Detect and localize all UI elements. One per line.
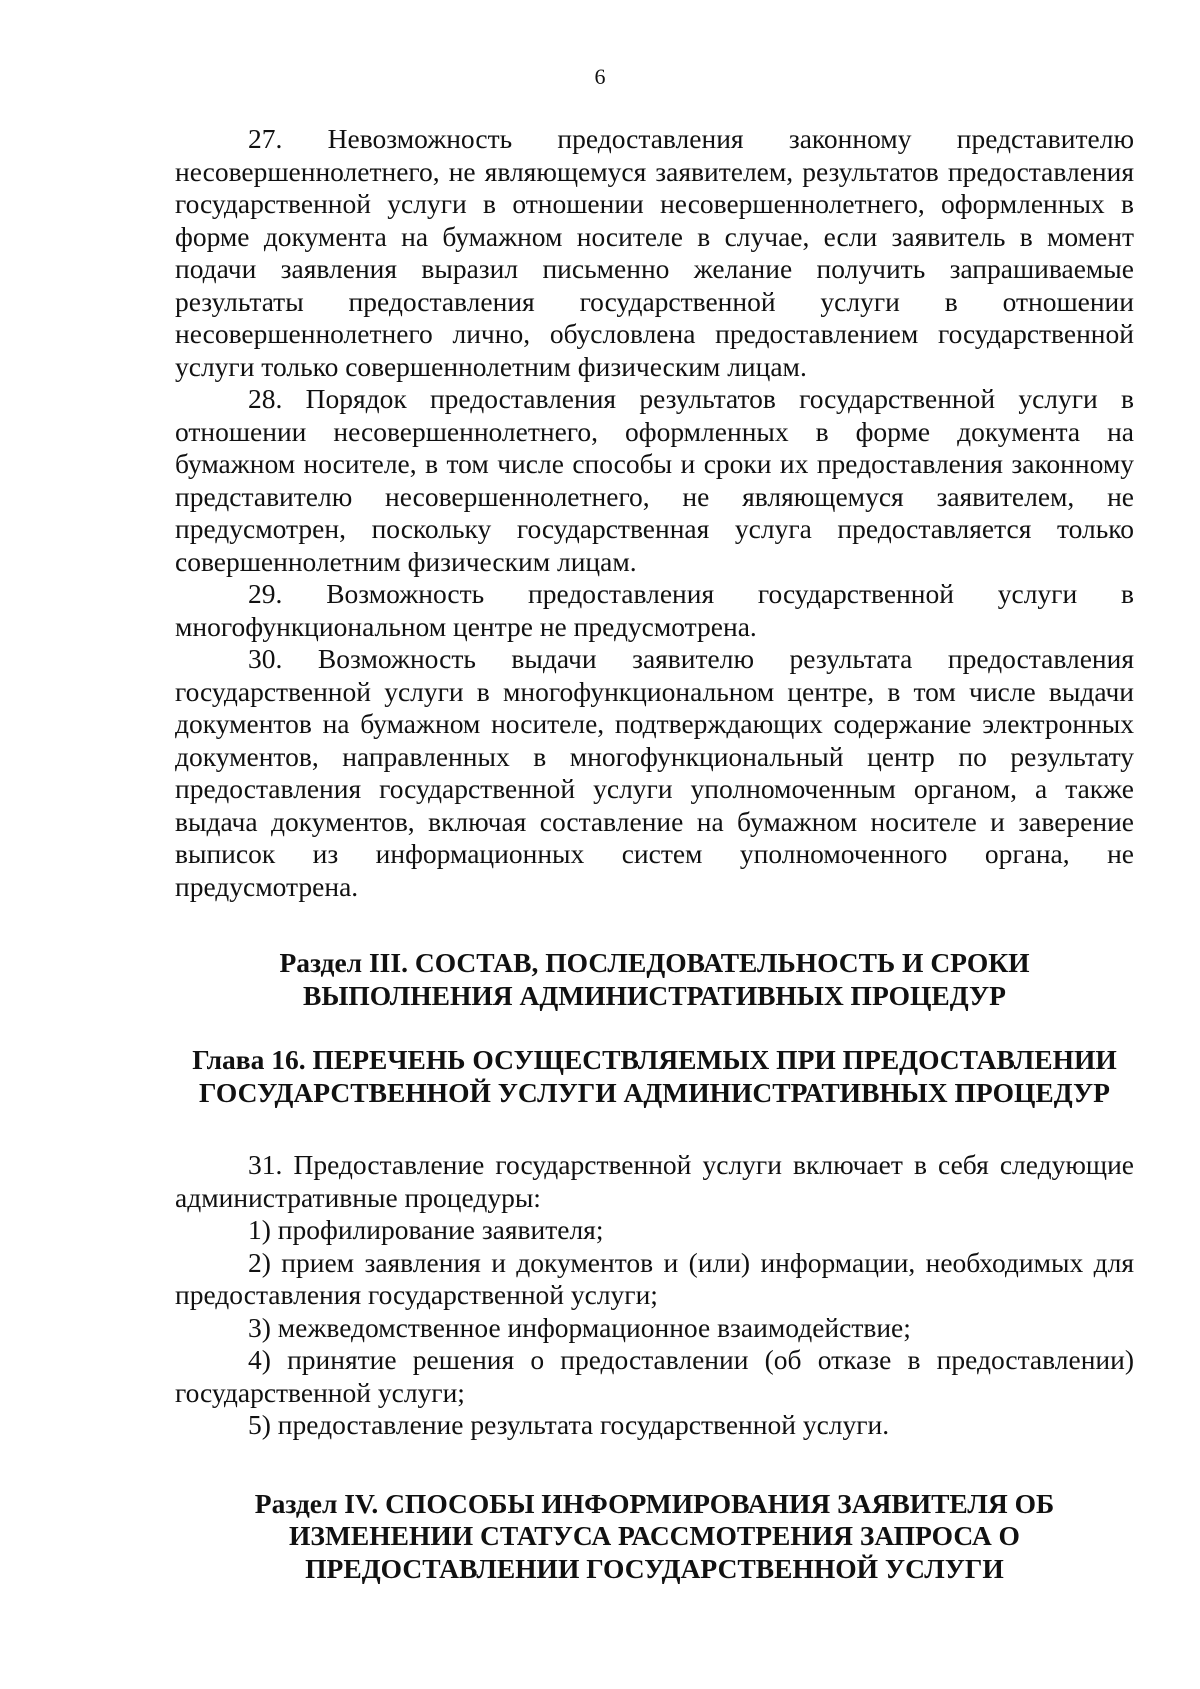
paragraph-29: 29. Возможность предоставления государственной услуги в многофункциональном центре не предусмотрена. bbox=[175, 578, 1134, 642]
procedure-item-5: 5) предоставление результата государственной услуги. bbox=[248, 1409, 890, 1440]
procedure-item-1: 1) профилирование заявителя; bbox=[248, 1214, 604, 1245]
paragraph-30: 30. Возможность выдачи заявителю результата предоставления государственной услуги в многофункциональном центре, в том числе выдачи документов на бумажном носителе, подтверждающих содержание электронных документов, направленных в многофункциональный центр по результату предоставления государственной услуги уполномоченным органом, а также выдача документов, включая составление на бумажном носителе и заверение выписок из информационных систем уполномоченного органа, не предусмотрена. bbox=[175, 643, 1134, 902]
section-3-heading bbox=[175, 947, 1134, 1012]
section-3-heading-line-2: ВЫПОЛНЕНИЯ АДМИНИСТРАТИВНЫХ ПРОЦЕДУР bbox=[303, 979, 1006, 1011]
procedure-item-4: 4) принятие решения о предоставлении (об отказе в предоставлении) государственной услуги; bbox=[175, 1344, 1134, 1408]
procedure-item-2: 2) прием заявления и документов и (или) информации, необходимых для предоставления государственной услуги; bbox=[175, 1246, 1134, 1310]
page-content bbox=[175, 123, 1134, 1585]
procedure-item-3: 3) межведомственное информационное взаимодействие; bbox=[248, 1311, 911, 1343]
chapter-16-heading-line-1: Глава 16. ПЕРЕЧЕНЬ ОСУЩЕСТВЛЯЕМЫХ ПРИ ПРЕДОСТАВЛЕНИИ bbox=[192, 1044, 1117, 1075]
paragraph-28: 28. Порядок предоставления результатов государственной услуги в отношении несовершеннолетнего, оформленных в форме документа на бумажном носителе, в том числе способы и сроки их предоставления законному представителю несовершеннолетнего, не являющемуся заявителем, не предусмотрен, поскольку государственная услуга предоставляется только совершеннолетним физическим лицам. bbox=[175, 383, 1134, 577]
section-3-heading-line-1: Раздел III. СОСТАВ, ПОСЛЕДОВАТЕЛЬНОСТЬ И СРОКИ bbox=[279, 947, 1030, 978]
section-4-heading-line-2: ИЗМЕНЕНИИ СТАТУСА РАССМОТРЕНИЯ ЗАПРОСА О bbox=[289, 1520, 1020, 1551]
section-4-heading-line-3: ПРЕДОСТАВЛЕНИИ ГОСУДАРСТВЕННОЙ УСЛУГИ bbox=[305, 1552, 1004, 1584]
page-number: 6 bbox=[594, 64, 606, 89]
chapter-16-heading bbox=[175, 1044, 1134, 1109]
section-4-heading bbox=[175, 1488, 1134, 1586]
section-4-heading-line-1: Раздел IV. СПОСОБЫ ИНФОРМИРОВАНИЯ ЗАЯВИТЕЛЯ ОБ bbox=[254, 1487, 1055, 1519]
chapter-16-heading-line-2: ГОСУДАРСТВЕННОЙ УСЛУГИ АДМИНИСТРАТИВНЫХ ПРОЦЕДУР bbox=[199, 1076, 1110, 1108]
paragraph-27: 27. Невозможность предоставления законному представителю несовершеннолетнего, не являющемуся заявителем, результатов предоставления государственной услуги в отношении несовершеннолетнего, оформленных в форме документа на бумажном носителе в случае, если заявитель в момент подачи заявления выразил письменно желание получить запрашиваемые результаты предоставления государственной услуги в отношении несовершеннолетнего лично, обусловлена предоставлением государственной услуги только совершеннолетним физическим лицам. bbox=[175, 123, 1134, 382]
paragraph-31: 31. Предоставление государственной услуги включает в себя следующие административные процедуры: bbox=[175, 1149, 1134, 1213]
